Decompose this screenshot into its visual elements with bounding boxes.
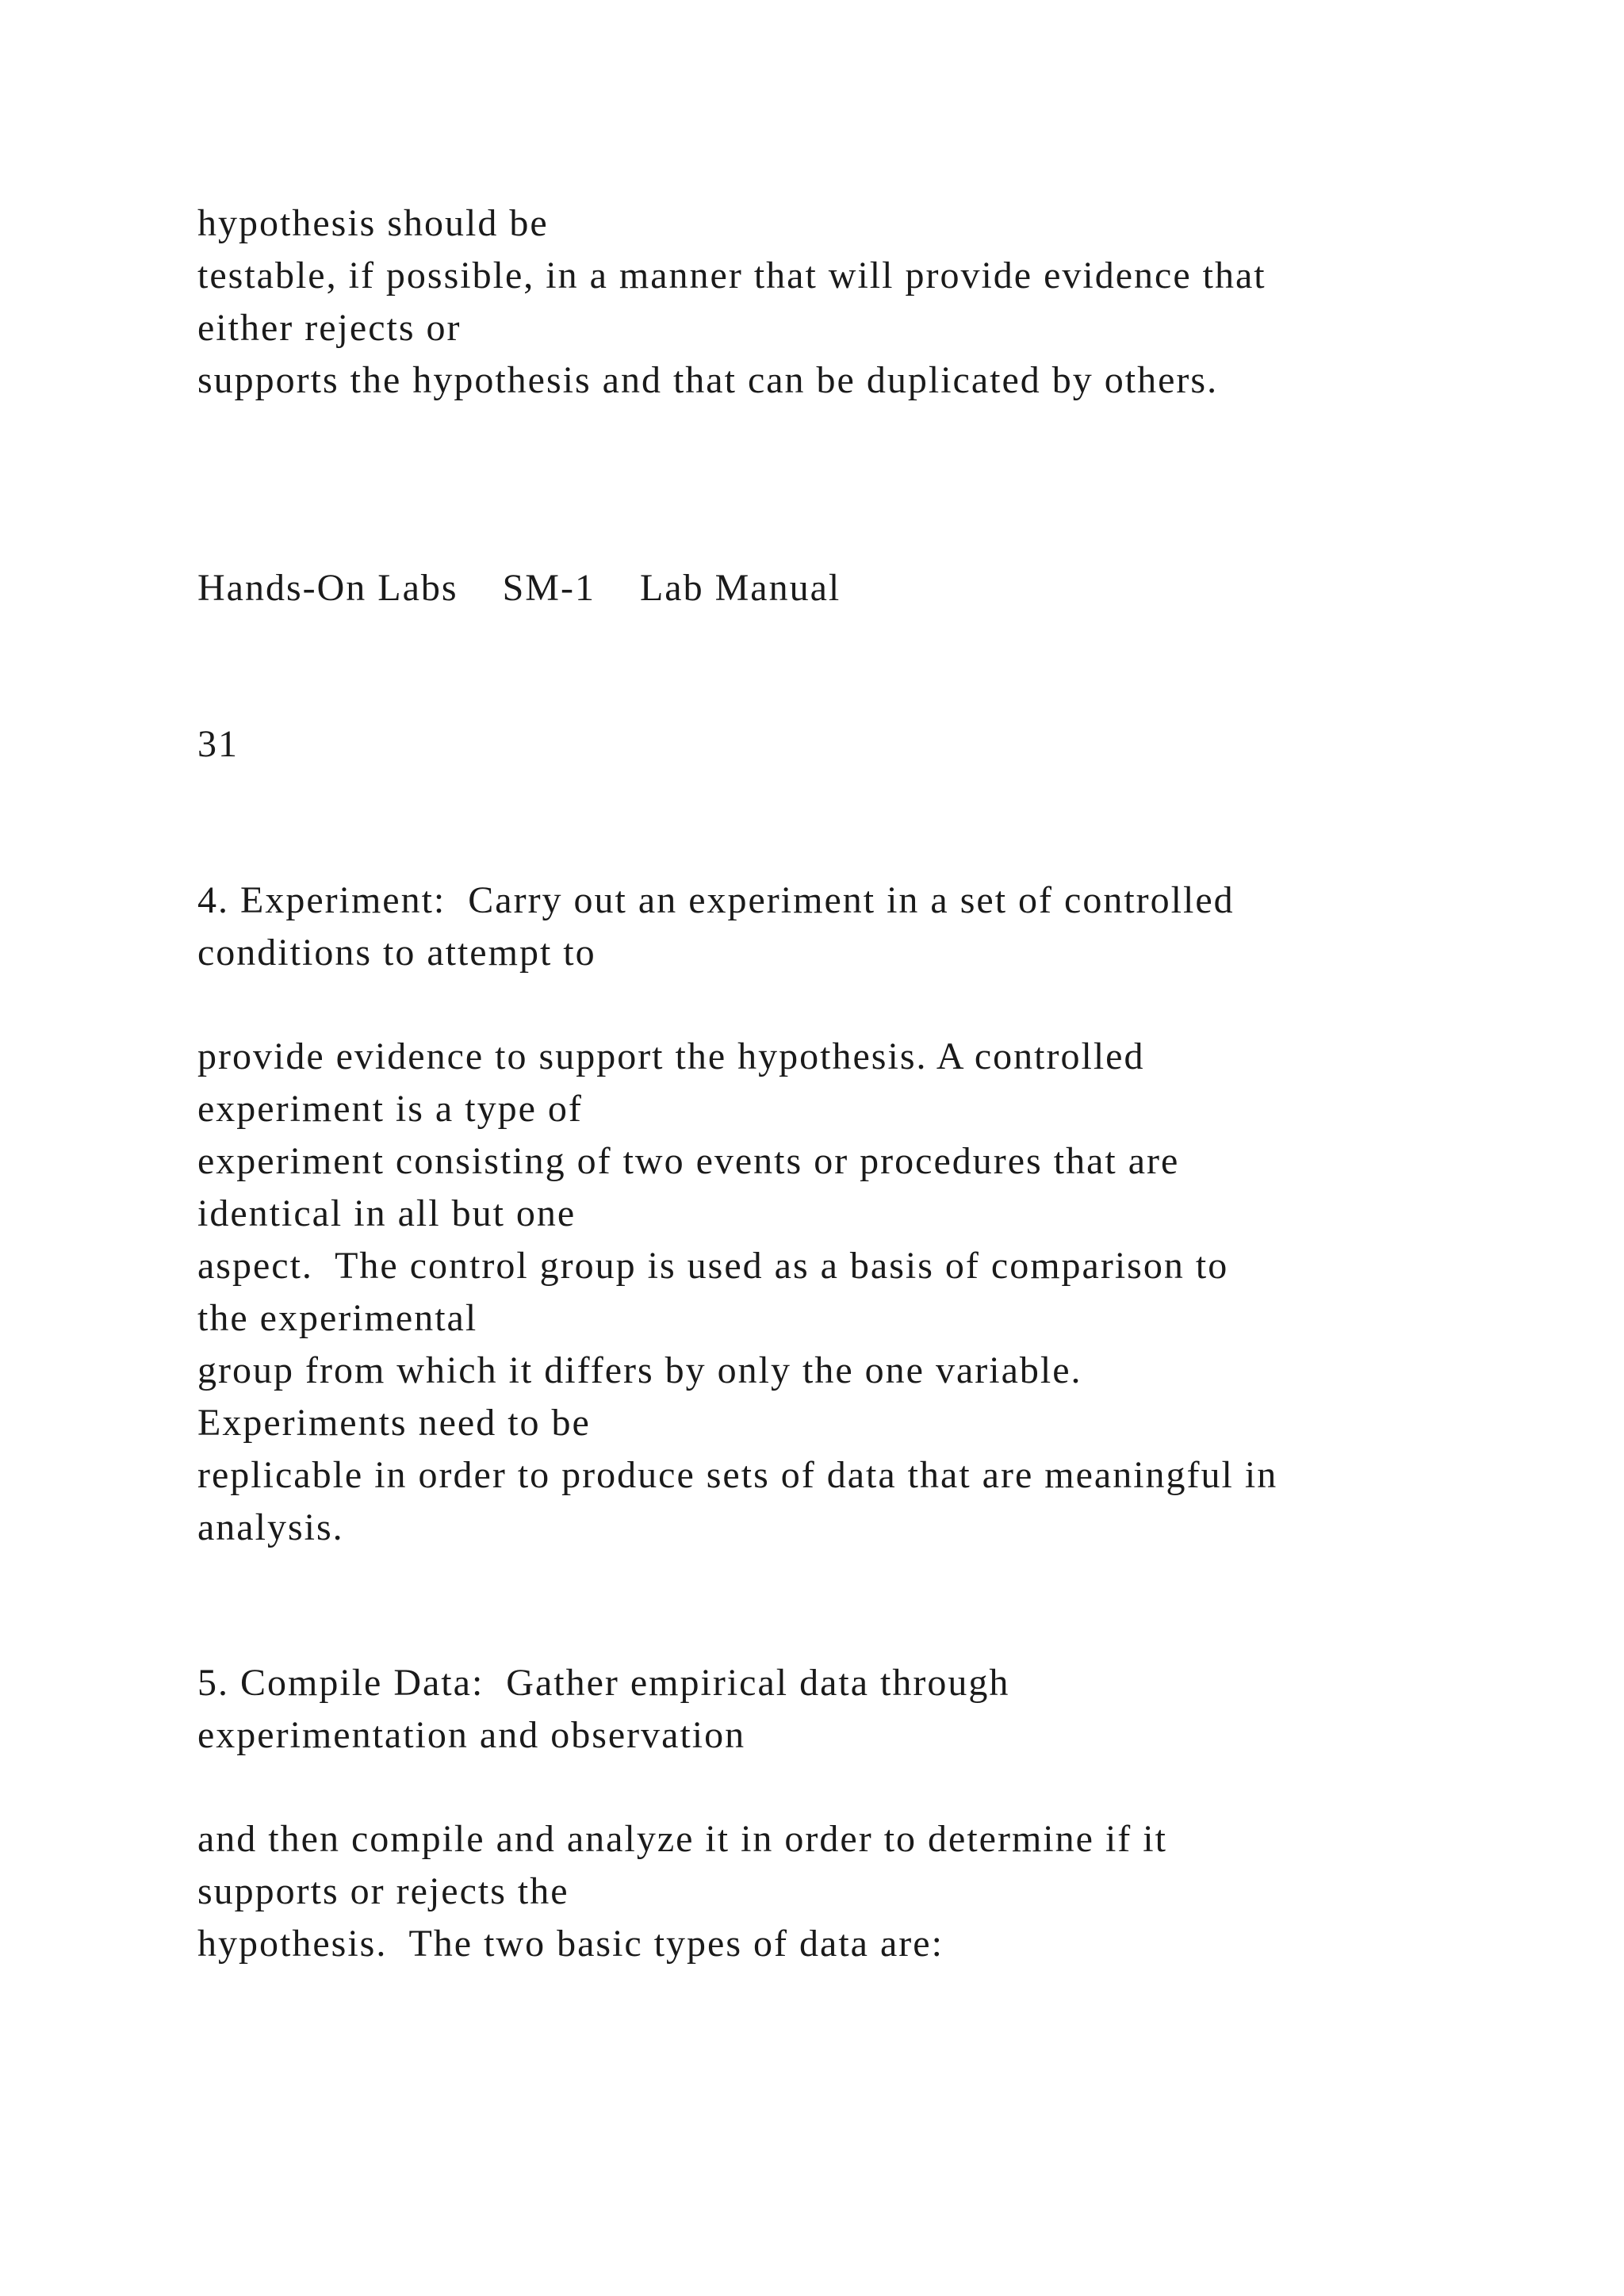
text-line: experiment consisting of two events or procedures that are bbox=[197, 1140, 1180, 1182]
text-line: either rejects or bbox=[197, 307, 462, 349]
text-line: 5. Compile Data: Gather empirical data through bbox=[197, 1662, 1010, 1704]
text-line: supports the hypothesis and that can be duplicated by others. bbox=[197, 359, 1219, 401]
text-line: 4. Experiment: Carry out an experiment in a set of controlled bbox=[197, 879, 1235, 921]
text-line: conditions to attempt to bbox=[197, 932, 596, 974]
text-line: hypothesis. The two basic types of data are: bbox=[197, 1923, 944, 1965]
text-line: supports or rejects the bbox=[197, 1870, 569, 1912]
text-line: Experiments need to be bbox=[197, 1402, 591, 1444]
text-line: analysis. bbox=[197, 1506, 344, 1548]
text-line: testable, if possible, in a manner that will provide evidence that bbox=[197, 254, 1266, 297]
page-number: 31 bbox=[197, 723, 239, 765]
text-line: replicable in order to produce sets of data that are meaningful in bbox=[197, 1454, 1278, 1496]
text-line: hypothesis should be bbox=[197, 202, 549, 244]
text-line: experimentation and observation bbox=[197, 1714, 746, 1756]
text-line: group from which it differs by only the one variable. bbox=[197, 1349, 1082, 1391]
text-line: the experimental bbox=[197, 1297, 478, 1339]
text-line: aspect. The control group is used as a basis of comparison to bbox=[197, 1245, 1229, 1287]
text-line: experiment is a type of bbox=[197, 1088, 583, 1130]
text-line: provide evidence to support the hypothesis. A controlled bbox=[197, 1035, 1145, 1077]
text-line: identical in all but one bbox=[197, 1192, 576, 1234]
text-line: and then compile and analyze it in order to determine if it bbox=[197, 1818, 1167, 1860]
page-footer: Hands-On Labs SM-1 Lab Manual bbox=[197, 567, 841, 609]
